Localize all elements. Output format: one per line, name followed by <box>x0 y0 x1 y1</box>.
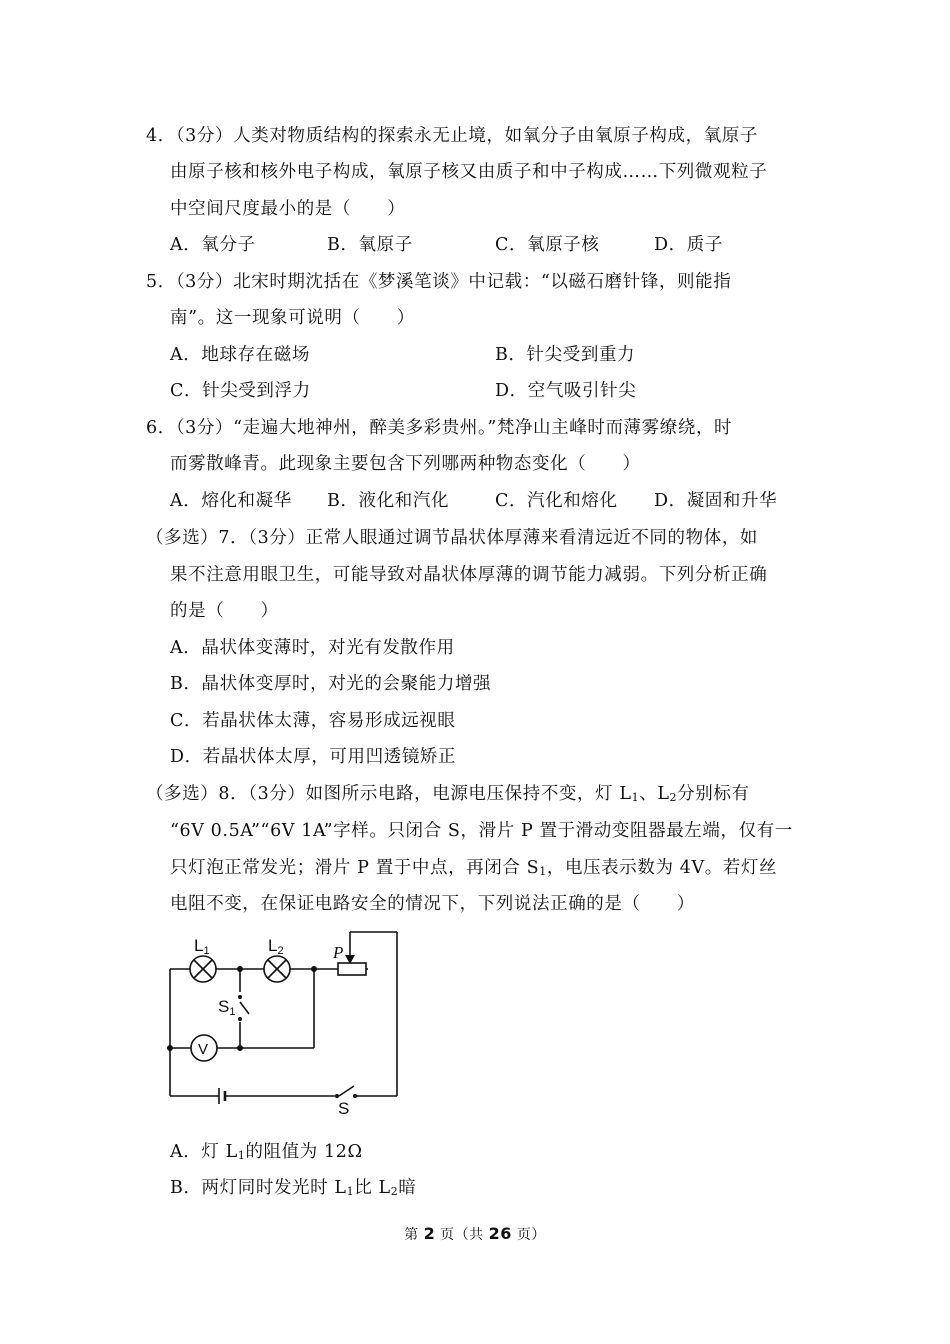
label-l1: L1 <box>194 936 210 957</box>
q8-option-b-text-a: B．两灯同时发光时 L <box>170 1178 347 1198</box>
q6-option-a: A．熔化和凝华 <box>170 491 292 511</box>
q8-option-b-text-b: 比 L <box>354 1178 391 1198</box>
label-l2: L2 <box>268 936 284 957</box>
q8-line-1-text-c: 分别标有 <box>677 784 750 804</box>
q4-option-c: C．氧原子核 <box>495 235 600 255</box>
q8-line-3-text-b: ，电压表示数为 4V。若灯丝 <box>546 858 778 878</box>
q5-line-2: 南”。这一现象可说明（ ） <box>170 308 415 328</box>
switch-s-contact <box>335 1094 339 1098</box>
q4-line-1: 4．（3分）人类对物质结构的探索永无止境，如氧分子由氧原子构成，氧原子 <box>146 126 759 146</box>
q8-line-4: 电阻不变，在保证电路安全的情况下，下列说法正确的是（ ） <box>170 894 695 914</box>
q4-option-d: D．质子 <box>654 235 723 255</box>
q7-line-2: 果不注意用眼卫生，可能导致对晶状体厚薄的调节能力减弱。下列分析正确 <box>170 565 768 585</box>
junction-dot <box>237 1045 243 1051</box>
footer-page-number: 2 <box>423 1224 436 1243</box>
switch-s1-contact <box>238 1017 242 1021</box>
q6-option-b: B．液化和汽化 <box>327 491 450 511</box>
q7-option-a: A．晶状体变薄时，对光有发散作用 <box>170 638 455 658</box>
q6-option-d: D．凝固和升华 <box>654 491 778 511</box>
q8-option-a <box>170 1139 363 1169</box>
q7-option-d: D．若晶状体太厚，可用凹透镜矫正 <box>170 747 457 767</box>
q8-option-a-sub: 1 <box>237 1149 246 1162</box>
switch-s-blade <box>339 1086 354 1096</box>
q8-option-b-sub-1: 1 <box>346 1185 355 1198</box>
label-s1: S1 <box>218 997 236 1018</box>
junction-dot <box>167 1045 173 1051</box>
q6-line-1: 6．（3分）“走遍大地神州，醉美多彩贵州。”梵净山主峰时而薄雾缭绕，时 <box>146 418 733 438</box>
q8-line-2: “6V 0.5A”“6V 1A”字样。只闭合 S，滑片 P 置于滑动变阻器最左端，仅有一 <box>170 821 793 841</box>
footer-mid: 页（共 <box>435 1227 489 1243</box>
q8-option-b <box>170 1175 416 1205</box>
q8-option-b-sub-2: 2 <box>390 1185 399 1198</box>
q8-option-b-text-c: 暗 <box>398 1178 417 1198</box>
q5-option-a: A．地球存在磁场 <box>170 345 310 365</box>
footer-pre: 第 <box>404 1227 424 1243</box>
rheostat-icon <box>338 963 366 975</box>
footer-post: 页） <box>511 1227 546 1243</box>
label-s: S <box>338 1099 350 1118</box>
page-footer <box>0 1224 950 1244</box>
q8-option-a-text-a: A．灯 L <box>170 1142 238 1162</box>
q8-line-3-sub: 1 <box>539 865 547 878</box>
q4-option-a: A．氧分子 <box>170 235 256 255</box>
q5-option-b: B．针尖受到重力 <box>495 345 636 365</box>
switch-s1-blade <box>240 1002 249 1014</box>
switch-s-contact <box>353 1094 357 1098</box>
q7-option-b: B．晶状体变厚时，对光的会聚能力增强 <box>170 674 492 694</box>
q5-option-c: C．针尖受到浮力 <box>170 381 311 401</box>
q6-line-2: 而雾散峰青。此现象主要包含下列哪两种物态变化（ ） <box>170 454 641 474</box>
q7-option-c: C．若晶状体太薄，容易形成远视眼 <box>170 711 456 731</box>
q6-option-c: C．汽化和熔化 <box>495 491 618 511</box>
q8-line-1-sub-1: 1 <box>631 791 640 804</box>
q5-option-d: D．空气吸引针尖 <box>495 381 637 401</box>
q4-line-3: 中空间尺度最小的是（ ） <box>170 199 406 219</box>
q4-option-b: B．氧原子 <box>327 235 413 255</box>
junction-dot <box>311 966 317 972</box>
q8-line-1-text-a: （多选）8．（3分）如图所示电路，电源电压保持不变，灯 L <box>146 784 632 804</box>
q4-line-2: 由原子核和核外电子构成，氧原子核又由质子和中子构成……下列微观粒子 <box>170 162 768 182</box>
q8-line-1-text-b: 、L <box>639 784 670 804</box>
label-voltmeter: V <box>198 1041 209 1058</box>
q5-line-1: 5．（3分）北宋时期沈括在《梦溪笔谈》中记载：“以磁石磨针锋，则能指 <box>146 272 732 292</box>
q8-line-3-text-a: 只灯泡正常发光；滑片 P 置于中点，再闭合 S <box>170 858 540 878</box>
footer-total-pages: 26 <box>488 1224 512 1243</box>
q8-option-a-text-b: 的阻值为 12Ω <box>245 1142 363 1162</box>
label-p: P <box>333 943 344 962</box>
q8-line-1-sub-2: 2 <box>669 791 678 804</box>
q7-line-1: （多选）7．（3分）正常人眼通过调节晶状体厚薄来看清远近不同的物体，如 <box>146 528 759 548</box>
junction-dot <box>237 966 243 972</box>
q7-line-3: 的是（ ） <box>170 601 279 621</box>
switch-s1-contact <box>238 995 242 999</box>
